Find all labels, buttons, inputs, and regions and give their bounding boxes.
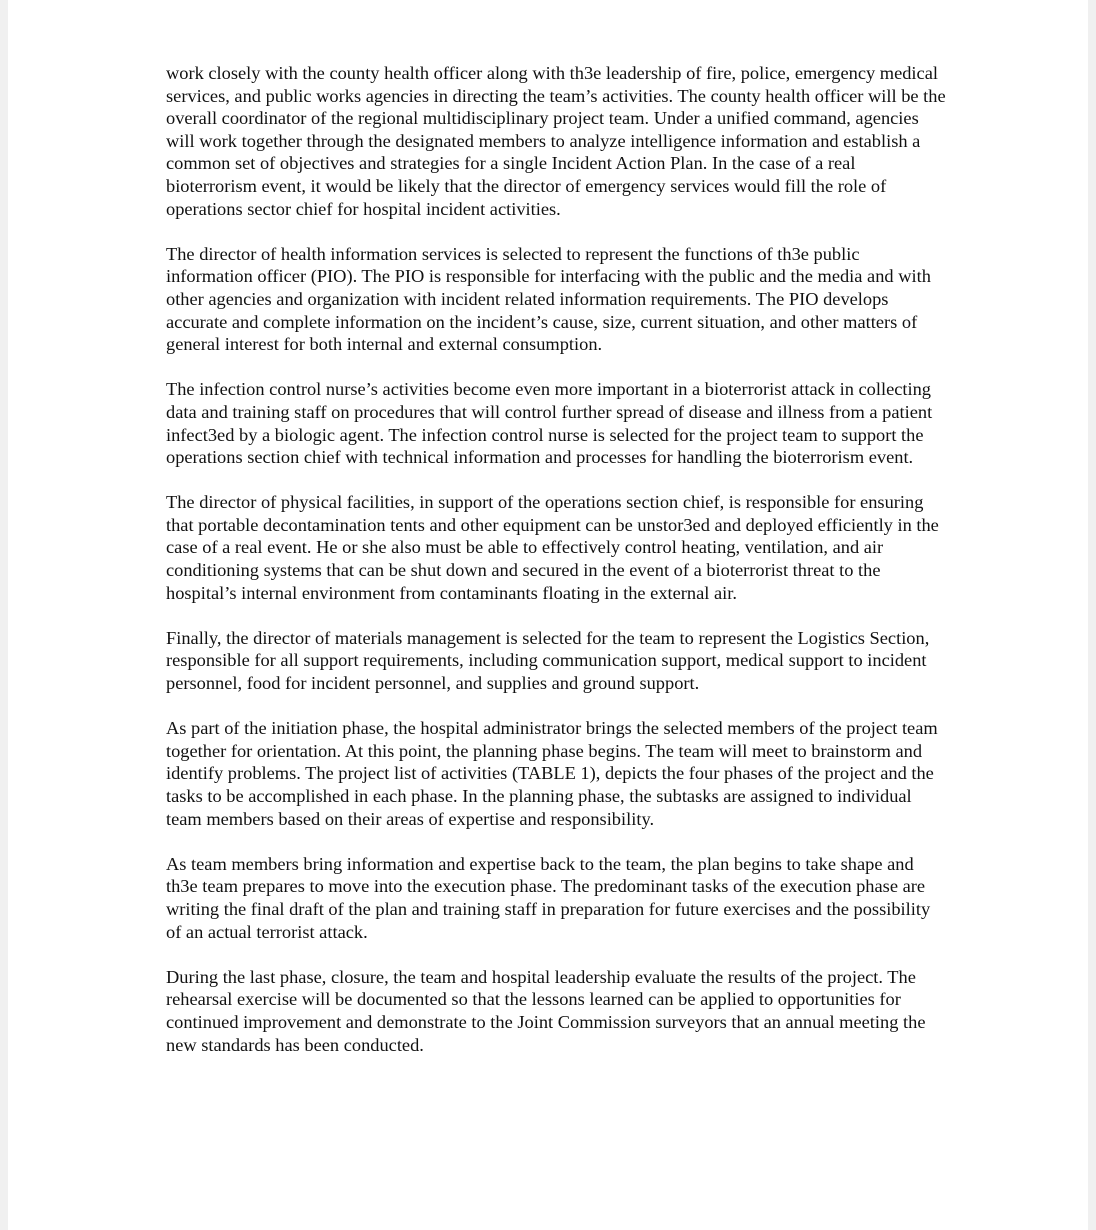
paragraph-public-information-officer: The director of health information services is selected to represent the functions of th3e public information officer (PIO). The PIO is responsible for interfacing with the public and the media and with other agencies and organization with incident related information requirements. The PIO develops accurate and complete information on the incident’s cause, size, current situation, and other matters of general interest for both internal and external consumption. — [166, 243, 931, 355]
document-page — [8, 0, 1088, 1230]
paragraph-initiation-phase: As part of the initiation phase, the hospital administrator brings the selected members of the project team together for orientation. At this point, the planning phase begins. The team will meet to brainstorm and identify problems. The project list of activities (TABLE 1), depicts the four phases of the project and the tasks to be accomplished in each phase. In the planning phase, the subtasks are assigned to individual team members based on their areas of expertise and responsibility. — [166, 718, 938, 829]
paragraph-infection-control-nurse: The infection control nurse’s activities become even more important in a bioterrorist attack in collecting data and training staff on procedures that will control further spread of disease and illness from a patient infect3ed by a biologic agent. The infection control nurse is selected for the project team to support the operations section chief with technical information and processes for handling the bioterrorism event. — [166, 379, 933, 468]
paragraph-physical-facilities: The director of physical facilities, in support of the operations section chief, is responsible for ensuring that portable decontamination tents and other equipment can be unstor3ed and deployed efficiently in the case of a real event. He or she also must be able to effectively control heating, ventilation, and air conditioning systems that can be shut down and secured in the event of a bioterrorist threat to the hospital’s internal environment from contaminants floating in the external air. — [166, 492, 939, 603]
paragraph-materials-management: Finally, the director of materials management is selected for the team to represent the Logistics Section, responsible for all support requirements, including communication support, medical support to incident personnel, food for incident personnel, and supplies and ground support. — [166, 627, 930, 694]
paragraph-unified-command: work closely with the county health officer along with th3e leadership of fire, police, emergency medical services, and public works agencies in directing the team’s activities. The county health officer will be the overall coordinator of the regional multidisciplinary project team. Under a unified command, agencies will work together through the designated members to analyze intelligence information and establish a common set of objectives and strategies for a single Incident Action Plan. In the case of a real bioterrorism event, it would be likely that the director of emergency services would fill the role of operations sector chief for hospital incident activities. — [166, 63, 946, 219]
paragraph-execution-phase: As team members bring information and expertise back to the team, the plan begins to take shape and th3e team prepares to move into the execution phase. The predominant tasks of the execution phase are writing the final draft of the plan and training staff in preparation for future exercises and the possibility of an actual terrorist attack. — [166, 853, 931, 942]
paragraph-closure-phase: During the last phase, closure, the team and hospital leadership evaluate the results of the project. The rehearsal exercise will be documented so that the lessons learned can be applied to opportunities for continued improvement and demonstrate to the Joint Commission surveyors that an annual meeting the new standards has been conducted. — [166, 966, 926, 1055]
document-body — [166, 62, 946, 1079]
